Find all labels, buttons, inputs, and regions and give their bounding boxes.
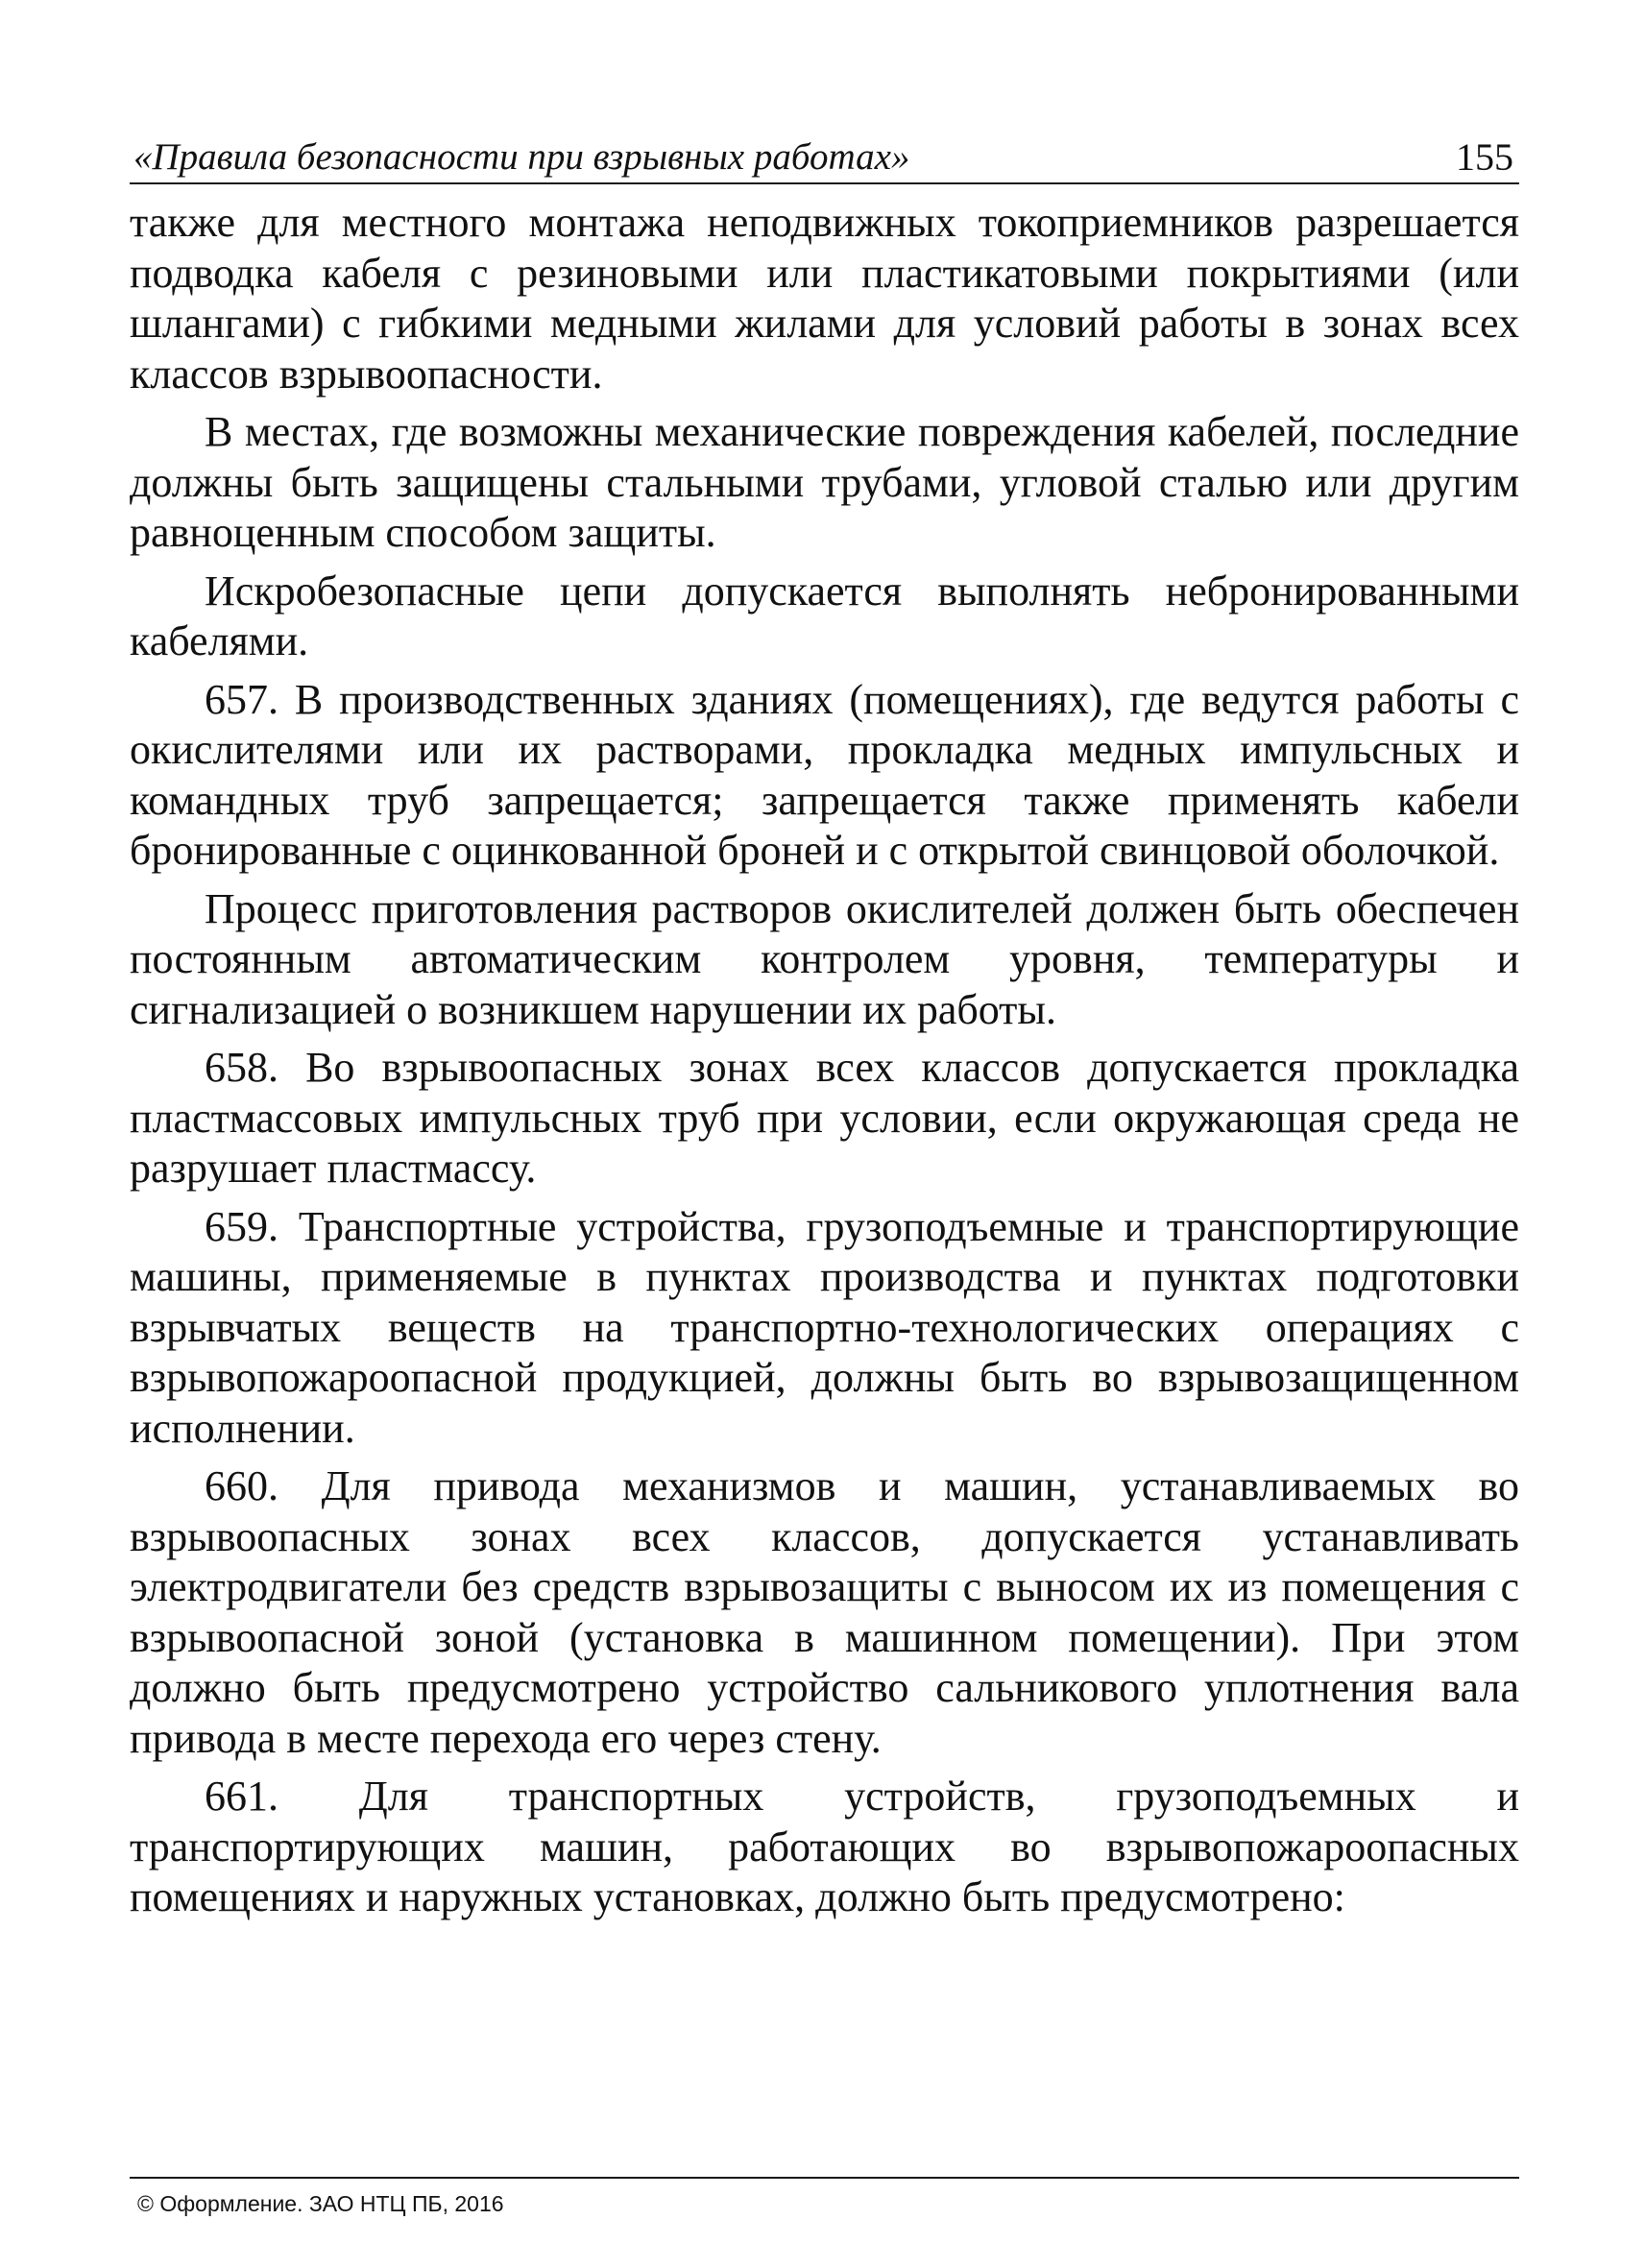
copyright-notice: © Оформление. ЗАО НТЦ ПБ, 2016 bbox=[137, 2191, 504, 2216]
paragraph: 660. Для привода механизмов и машин, устанавливаемых во взрывоопасных зонах всех классов, допускается устанавливать электродвигатели без средств взрывозащиты с выносом их из помещения с взрывоопасной зоной (установка в машинном помещении). При этом должно быть предусмотрено устройство сальникового уплотнения вала привода в месте перехода его через стену. bbox=[130, 1462, 1519, 1762]
paragraph: также для местного монтажа неподвижных токоприемников разрешается подводка кабеля с резиновыми или пластикатовыми покрытиями (или шлангами) с гибкими медными жилами для условий работы в зонах всех классов взрывоопасности. bbox=[130, 199, 1519, 398]
paragraph: 657. В производственных зданиях (помещениях), где ведутся работы с окислителями или их растворами, прокладка медных импульсных и командных труб запрещается; запрещается также применять кабели бронированные с оцинкованной броней и с открытой свинцовой оболочкой. bbox=[130, 675, 1519, 874]
paragraph: 658. Во взрывоопасных зонах всех классов допускается прокладка пластмассовых импульсных труб при условии, если окружающая среда не разрушает пластмассу. bbox=[130, 1044, 1519, 1192]
running-title: «Правила безопасности при взрывных работах» bbox=[133, 136, 910, 178]
page-footer bbox=[130, 2177, 1519, 2217]
paragraph: В местах, где возможны механические повреждения кабелей, последние должны быть защищены стальными трубами, угловой сталью или другим равноценным способом защиты. bbox=[130, 408, 1519, 556]
paragraph: 661. Для транспортных устройств, грузоподъемных и транспортирующих машин, работающих во взрывопожароопасных помещениях и наружных установках, должно быть предусмотрено: bbox=[130, 1773, 1519, 1920]
paragraph: Искробезопасные цепи допускается выполнять небронированными кабелями. bbox=[130, 567, 1519, 664]
paragraph: Процесс приготовления растворов окислителей должен быть обеспечен постоянным автоматическим контролем уровня, температуры и сигнализацией о возникшем нарушении их работы. bbox=[130, 884, 1519, 1033]
running-header bbox=[130, 123, 1519, 184]
paragraph: 659. Транспортные устройства, грузоподъемные и транспортирующие машины, применяемые в пунктах производства и пунктах подготовки взрывчатых веществ на транспортно-технологических операциях с взрывопожароопасной продукцией, должны быть во взрывозащищенном исполнении. bbox=[130, 1202, 1519, 1452]
page-number: 155 bbox=[1456, 135, 1513, 179]
body-text bbox=[130, 198, 1519, 1923]
book-page bbox=[130, 123, 1519, 1931]
